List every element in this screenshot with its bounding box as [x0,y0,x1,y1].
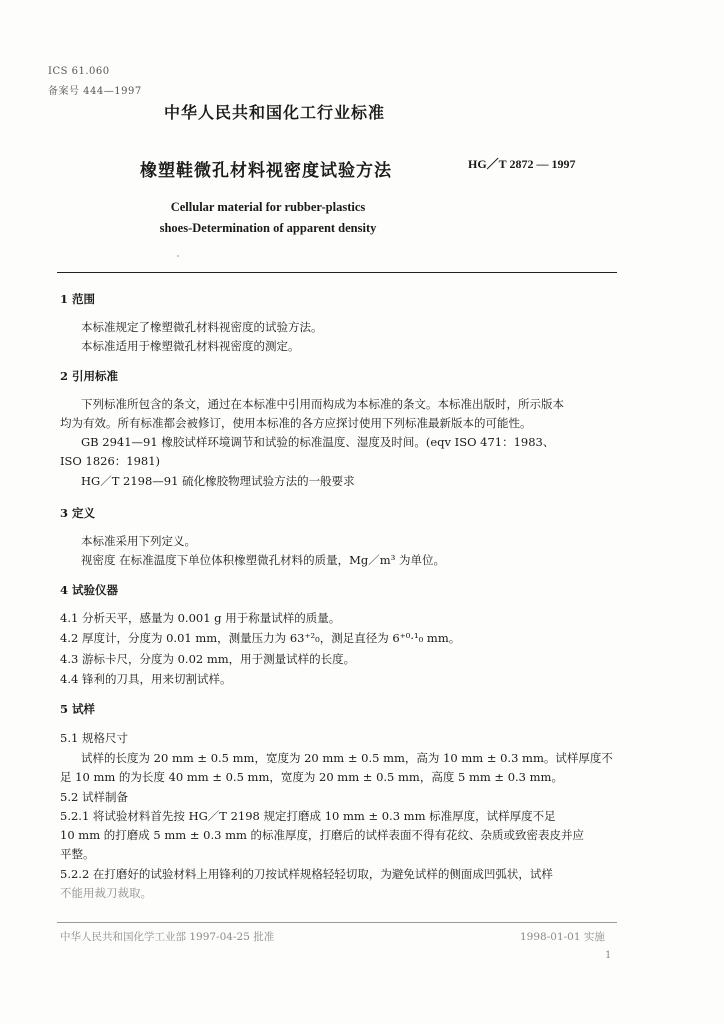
body-line: 本标准适用于橡塑微孔材料视密度的测定。 [81,339,300,353]
body-line: 本标准采用下列定义。 [81,534,196,548]
body-line: HG／T 2198—91 硫化橡胶物理试验方法的一般要求 [81,474,355,488]
body-line: 视密度 在标准温度下单位体积橡塑微孔材料的质量，Mg／m³ 为单位。 [81,553,445,567]
body-line: 4.4 锋利的刀具，用来切割试样。 [60,672,232,686]
scan-speck [177,255,179,257]
issuing-organization: 中华人民共和国化工行业标准 [164,103,386,122]
body-line: 本标准规定了橡塑微孔材料视密度的试验方法。 [81,320,323,334]
document-title-en-line2: shoes-Determination of apparent density [159,221,377,235]
body-line: 5.2 试样制备 [60,790,128,804]
body-line: 4.3 游标卡尺，分度为 0.02 mm，用于测量试样的长度。 [60,652,356,666]
footer-divider [57,922,617,923]
body-line: 5.1 规格尺寸 [60,731,128,745]
body-line: 试样的长度为 20 mm ± 0.5 mm，宽度为 20 mm ± 0.5 mm，高为 10 mm ± 0.3 mm。试样厚度不 [81,751,613,765]
body-line: 4.2 厚度计，分度为 0.01 mm，测量压力为 63⁺²₀，测足直径为 6⁺⁰·¹₀ mm。 [60,631,461,645]
ics-code: ICS 61.060 [48,66,110,77]
approval-statement: 中华人民共和国化学工业部 1997-04-25 批准 [60,931,275,943]
body-line: 10 mm 的打磨成 5 mm ± 0.3 mm 的标准厚度，打磨后的试样表面不得有花纹、杂质或致密表皮并应 [60,828,585,842]
body-line: 不能用裁刀裁取。 [60,886,152,900]
section-heading: 4 试验仪器 [60,583,119,597]
body-line: 下列标准所包含的条文，通过在本标准中引用而构成为本标准的条文。本标准出版时，所示版本 [81,397,564,411]
section-heading: 5 试样 [60,702,96,716]
section-heading: 3 定义 [60,506,96,520]
body-line: 5.2.2 在打磨好的试验材料上用锋利的刀按试样规格轻轻切取，为避免试样的侧面成凹弧状，试样 [60,867,553,881]
page-number: 1 [605,950,612,961]
body-line: 5.2.1 将试验材料首先按 HG／T 2198 规定打磨成 10 mm ± 0.3 mm 标准厚度，试样厚度不足 [60,809,556,823]
section-heading: 1 范围 [60,292,96,306]
record-number: 备案号 444—1997 [48,86,142,97]
body-line: 平整。 [60,847,95,861]
body-line: GB 2941—91 橡胶试样环境调节和试验的标准温度、湿度及时间。(eqv ISO 471：1983、 [81,435,555,449]
document-title-cn: 橡塑鞋微孔材料视密度试验方法 [140,161,392,181]
body-line: ISO 1826：1981) [60,454,161,468]
standard-code: HG／T 2872 — 1997 [468,157,576,171]
body-line: 4.1 分析天平，感量为 0.001 g 用于称量试样的质量。 [60,611,341,625]
body-line: 均为有效。所有标准都会被修订，使用本标准的各方应探讨使用下列标准最新版本的可能性。 [60,416,532,430]
body-line: 足 10 mm 的为长度 40 mm ± 0.5 mm，宽度为 20 mm ± 0.5 mm，高度 5 mm ± 0.3 mm。 [60,770,563,784]
section-heading: 2 引用标准 [60,369,119,383]
document-title-en-line1: Cellular material for rubber-plastics [170,200,366,214]
header-divider [57,272,617,273]
implementation-date: 1998-01-01 实施 [520,931,605,943]
